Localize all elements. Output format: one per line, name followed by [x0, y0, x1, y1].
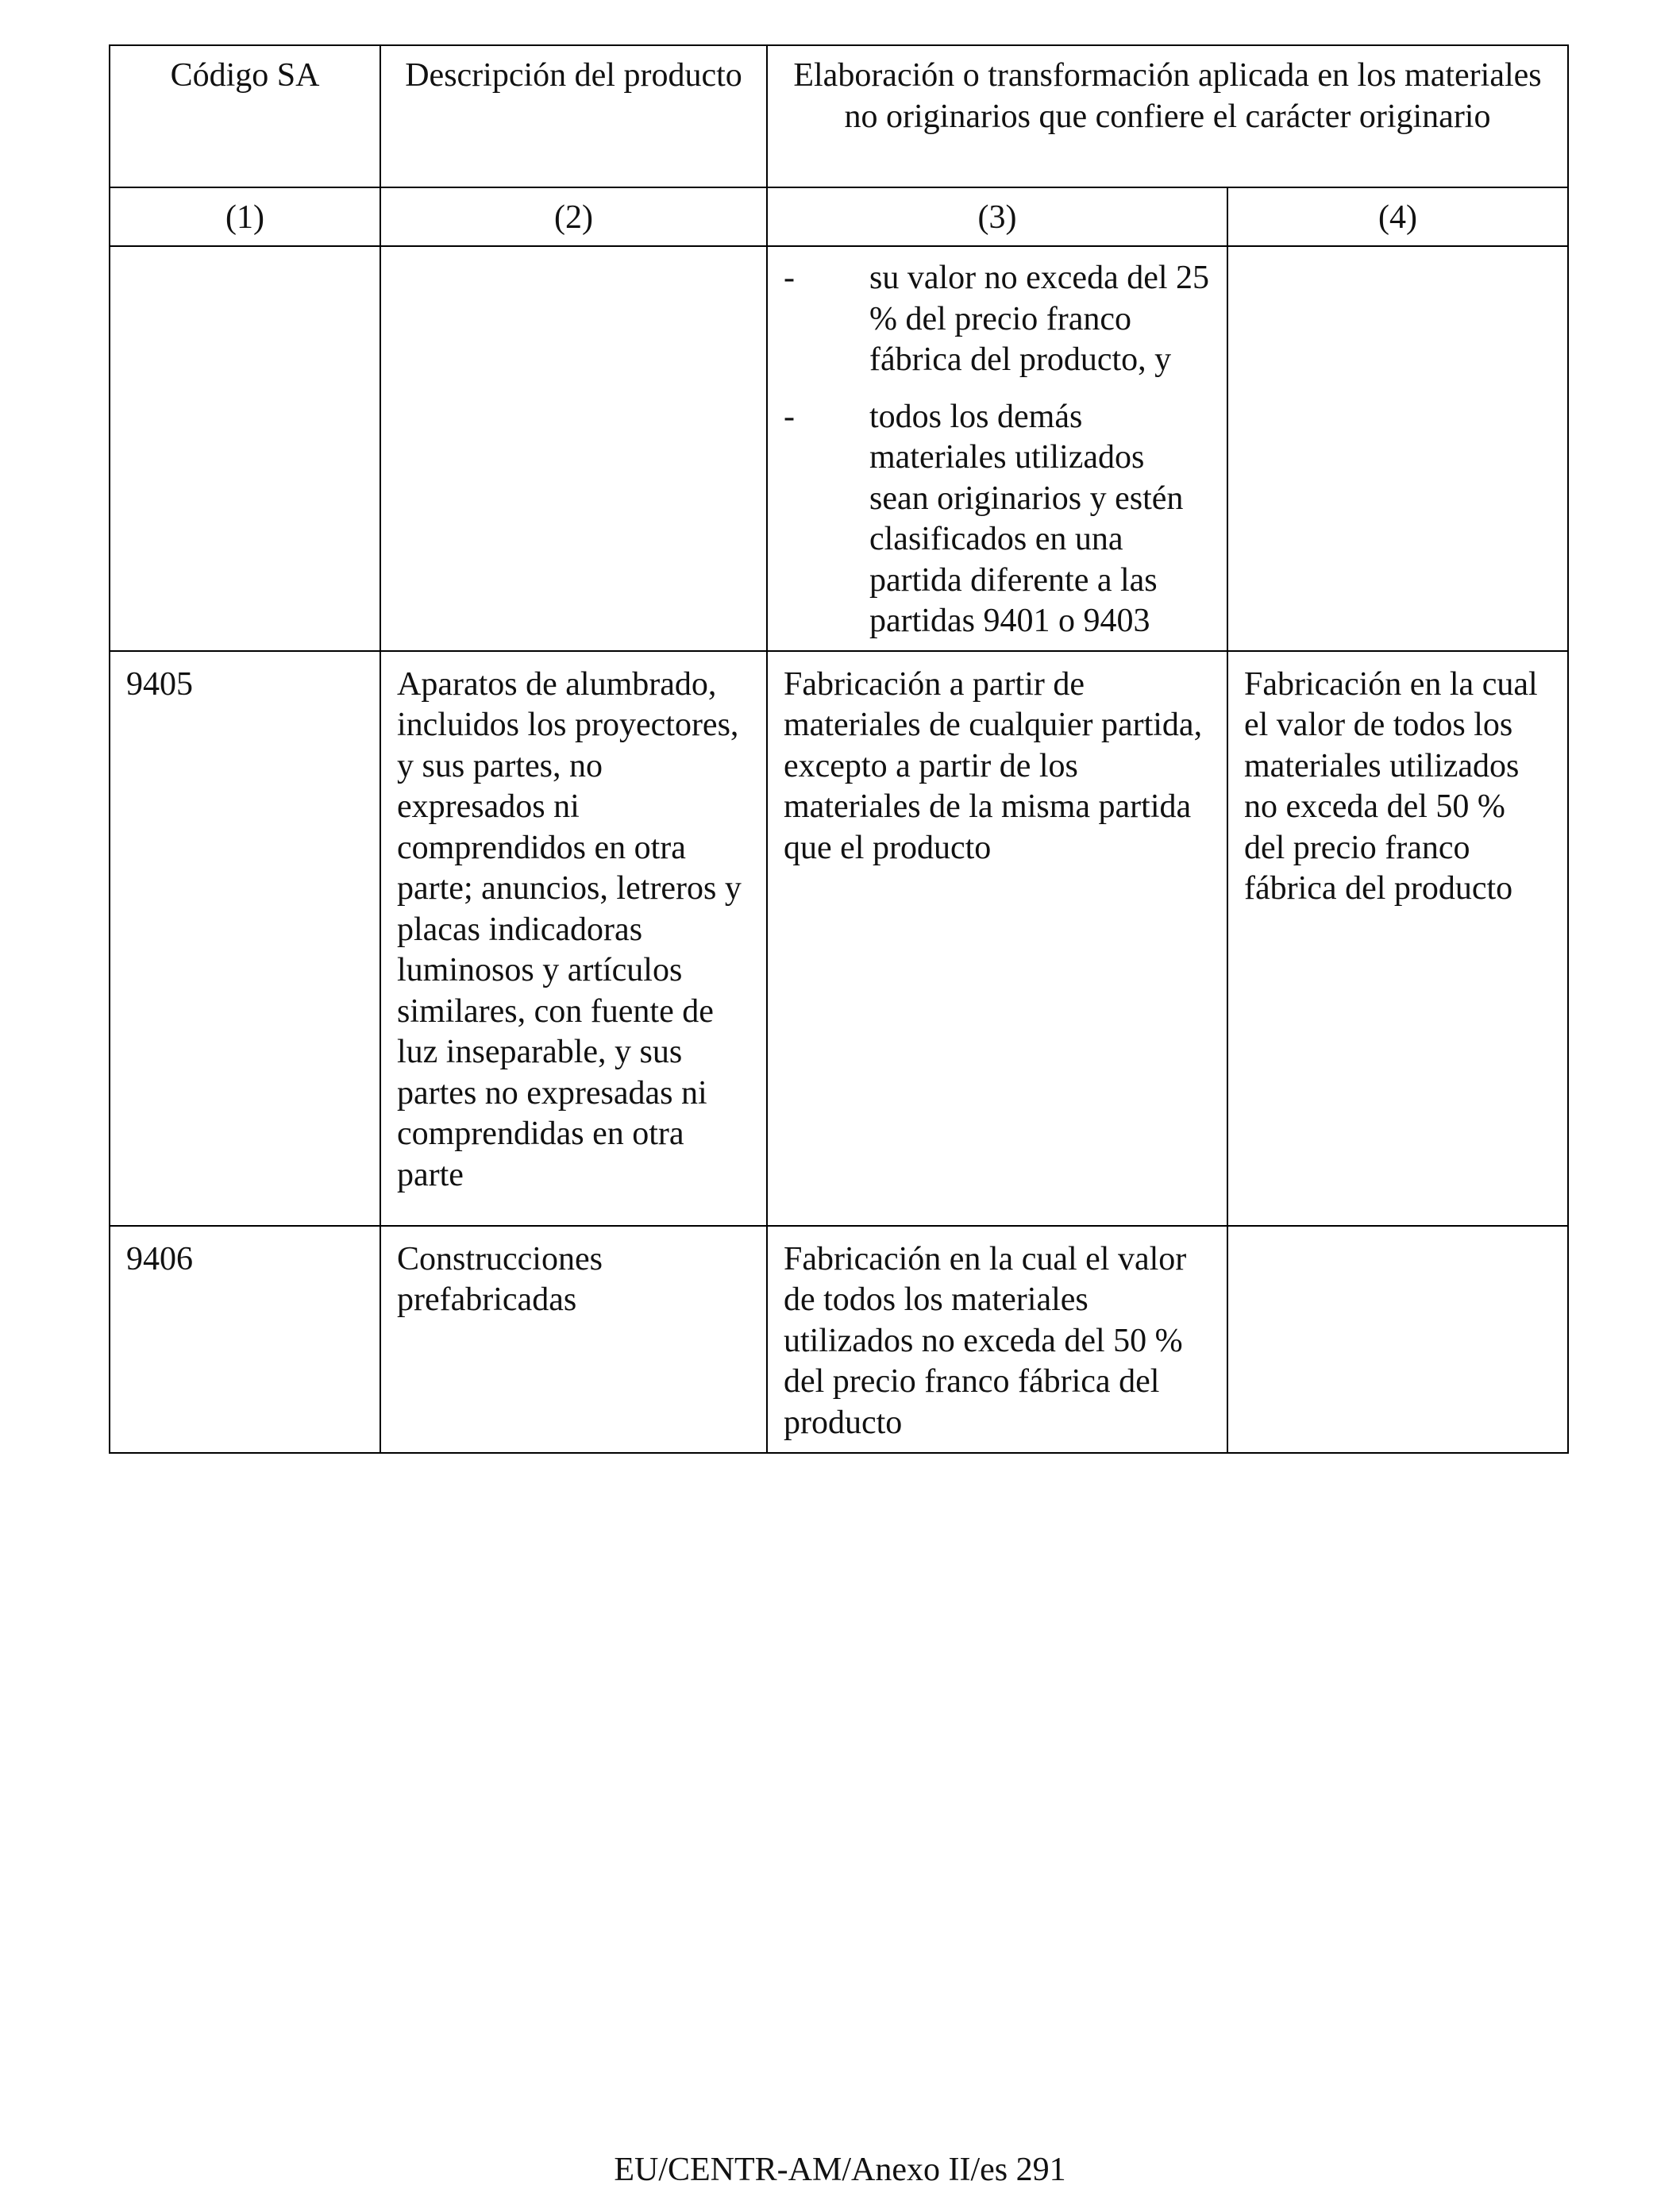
- header-row: [110, 45, 1568, 187]
- continuation-alt-rule-cell: [1227, 246, 1568, 651]
- condition-text: todos los demás materiales utilizados sean originarios y estén clasificados en una partida diferente a las partidas 9401 o 9403: [869, 398, 1184, 639]
- column-number-row: [110, 187, 1568, 246]
- page-footer: EU/CENTR-AM/Anexo II/es 291: [614, 2152, 1066, 2188]
- header-product-description: Descripción del producto: [380, 45, 767, 187]
- table-row: [110, 651, 1568, 1226]
- condition-item: [784, 397, 1211, 642]
- dash-marker: -: [784, 398, 795, 435]
- continuation-row: [110, 246, 1568, 651]
- hs-code-cell: 9406: [110, 1226, 380, 1453]
- product-description-cell: Aparatos de alumbrado, incluidos los proyectores, y sus partes, no expresados ni comprendidos en otra parte; anuncios, letreros y placas indicadoras luminosos y artículos similares, con fuente de luz inseparable, y sus partes no expresadas ni comprendidas en otra parte: [380, 651, 767, 1226]
- alternative-rule-cell: [1227, 1226, 1568, 1453]
- condition-text: su valor no exceda del 25 % del precio franco fábrica del producto, y: [869, 260, 1210, 378]
- dash-marker: -: [784, 260, 795, 296]
- table-row: [110, 1226, 1568, 1453]
- column-number-2: (2): [380, 187, 767, 246]
- column-number-1: (1): [110, 187, 380, 246]
- column-number-4: (4): [1227, 187, 1568, 246]
- continuation-rule-cell: [767, 246, 1227, 651]
- working-rule-cell: Fabricación en la cual el valor de todos los materiales utilizados no exceda del 50 % del precio franco fábrica del producto: [767, 1226, 1227, 1453]
- product-description-cell: Construcciones prefabricadas: [380, 1226, 767, 1453]
- header-hs-code: Código SA: [110, 45, 380, 187]
- continuation-code-cell: [110, 246, 380, 651]
- column-number-3: (3): [767, 187, 1227, 246]
- alternative-rule-cell: Fabricación en la cual el valor de todos los materiales utilizados no exceda del 50 % del precio franco fábrica del producto: [1227, 651, 1568, 1226]
- rules-of-origin-table: [109, 44, 1569, 1454]
- working-rule-cell: Fabricación a partir de materiales de cualquier partida, excepto a partir de los materiales de la misma partida que el producto: [767, 651, 1227, 1226]
- hs-code-cell: 9405: [110, 651, 380, 1226]
- continuation-description-cell: [380, 246, 767, 651]
- condition-item: [784, 258, 1211, 381]
- header-working-or-processing: Elaboración o transformación aplicada en los materiales no originarios que confiere el carácter originario: [767, 45, 1568, 187]
